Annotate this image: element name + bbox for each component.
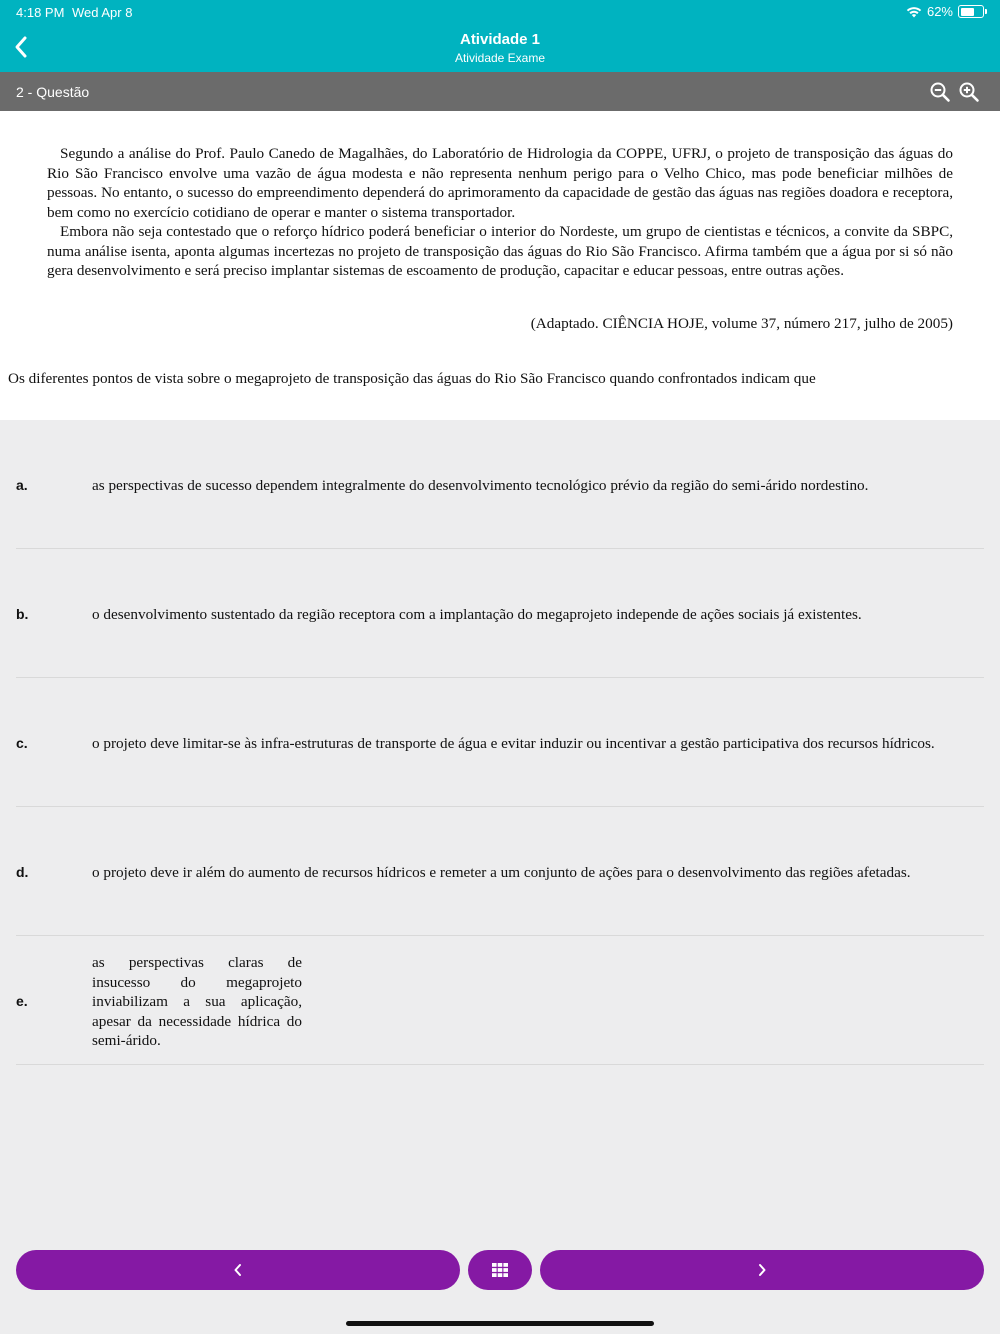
answer-option-d[interactable] (16, 807, 984, 936)
option-text: as perspectivas claras de insucesso do megaprojeto inviabilizam a sua aplicação, apesar da necessidade hídrica do semi-árido. (92, 954, 302, 1049)
zoom-in-icon (958, 81, 980, 103)
zoom-out-button[interactable] (929, 81, 951, 103)
option-text: o desenvolvimento sustentado da região receptora com a implantação do megaprojeto independe de ações sociais já existentes. (92, 606, 862, 623)
question-bar (0, 72, 1000, 111)
option-letter: d. (16, 864, 29, 880)
answer-option-b[interactable] (16, 549, 984, 678)
status-indicators (906, 4, 984, 19)
grid-icon (492, 1263, 508, 1277)
wifi-icon (906, 6, 922, 18)
home-indicator[interactable] (346, 1321, 654, 1326)
passage-source: (Adaptado. CIÊNCIA HOJE, volume 37, número 217, julho de 2005) (530, 315, 953, 332)
battery-icon (958, 5, 984, 18)
question-grid-button[interactable] (468, 1250, 532, 1290)
question-content (0, 111, 1000, 420)
page-title: Atividade 1 (459, 31, 541, 48)
option-letter: e. (16, 993, 28, 1009)
option-letter: a. (16, 477, 28, 493)
zoom-out-icon (929, 81, 951, 103)
status-bar (0, 0, 1000, 24)
question-number: 2 - Questão (16, 84, 90, 100)
answer-option-c[interactable] (16, 678, 984, 807)
status-date: Wed Apr 8 (72, 5, 133, 20)
option-letter: b. (16, 606, 29, 622)
question-prompt: Os diferentes pontos de vista sobre o megaprojeto de transposição das águas do Rio São Francisco quando confrontados indicam que (8, 370, 816, 387)
option-text: o projeto deve ir além do aumento de recursos hídricos e remeter a um conjunto de ações para o desenvolvimento das regiões afetadas. (92, 864, 911, 881)
next-question-button[interactable] (540, 1250, 984, 1290)
option-text: o projeto deve limitar-se às infra-estruturas de transporte de água e evitar induzir ou incentivar a gestão participativa dos recursos hídricos. (92, 735, 935, 752)
option-text: as perspectivas de sucesso dependem integralmente do desenvolvimento tecnológico prévio da região do semi-árido nordestino. (92, 477, 869, 494)
answer-option-e[interactable] (16, 936, 984, 1065)
battery-percentage: 62% (926, 4, 953, 19)
passage-paragraph: Embora não seja contestado que o reforço hídrico poderá beneficiar o interior do Nordeste, um grupo de cientistas e técnicos, a convite da SBPC, numa análise isenta, aponta algumas incertezas no projeto de transposição das águas do Rio São Francisco. Afirma também que a água por si só não gera desenvolvimento e será preciso implantar sistemas de escoamento de produção, capacitar e educar pessoas, entre outras ações. (47, 223, 953, 279)
page-subtitle: Atividade Exame (454, 51, 546, 65)
previous-question-button[interactable] (16, 1250, 460, 1290)
chevron-left-icon (232, 1262, 244, 1278)
option-letter: c. (16, 735, 28, 751)
zoom-in-button[interactable] (958, 81, 980, 103)
battery-cap (985, 9, 987, 14)
app-header (0, 0, 1000, 72)
battery-fill (961, 8, 974, 16)
chevron-right-icon (756, 1262, 768, 1278)
answer-option-a[interactable] (16, 420, 984, 549)
status-time: 4:18 PM (16, 5, 65, 20)
passage-paragraph: Segundo a análise do Prof. Paulo Canedo de Magalhães, do Laboratório de Hidrologia da COPPE, UFRJ, o projeto de transposição das águas do Rio São Francisco envolve uma vazão de água modesta e não representa nenhum perigo para o Velho Chico, mas pode beneficiar milhões de pessoas. No entanto, o sucesso do empreendimento dependerá do aprimoramento da capacidade de gestão das águas nas regiões doadora e receptora, bem como no exercício cotidiano de operar e manter o sistema transportador. (47, 145, 953, 221)
reading-passage (47, 144, 953, 281)
